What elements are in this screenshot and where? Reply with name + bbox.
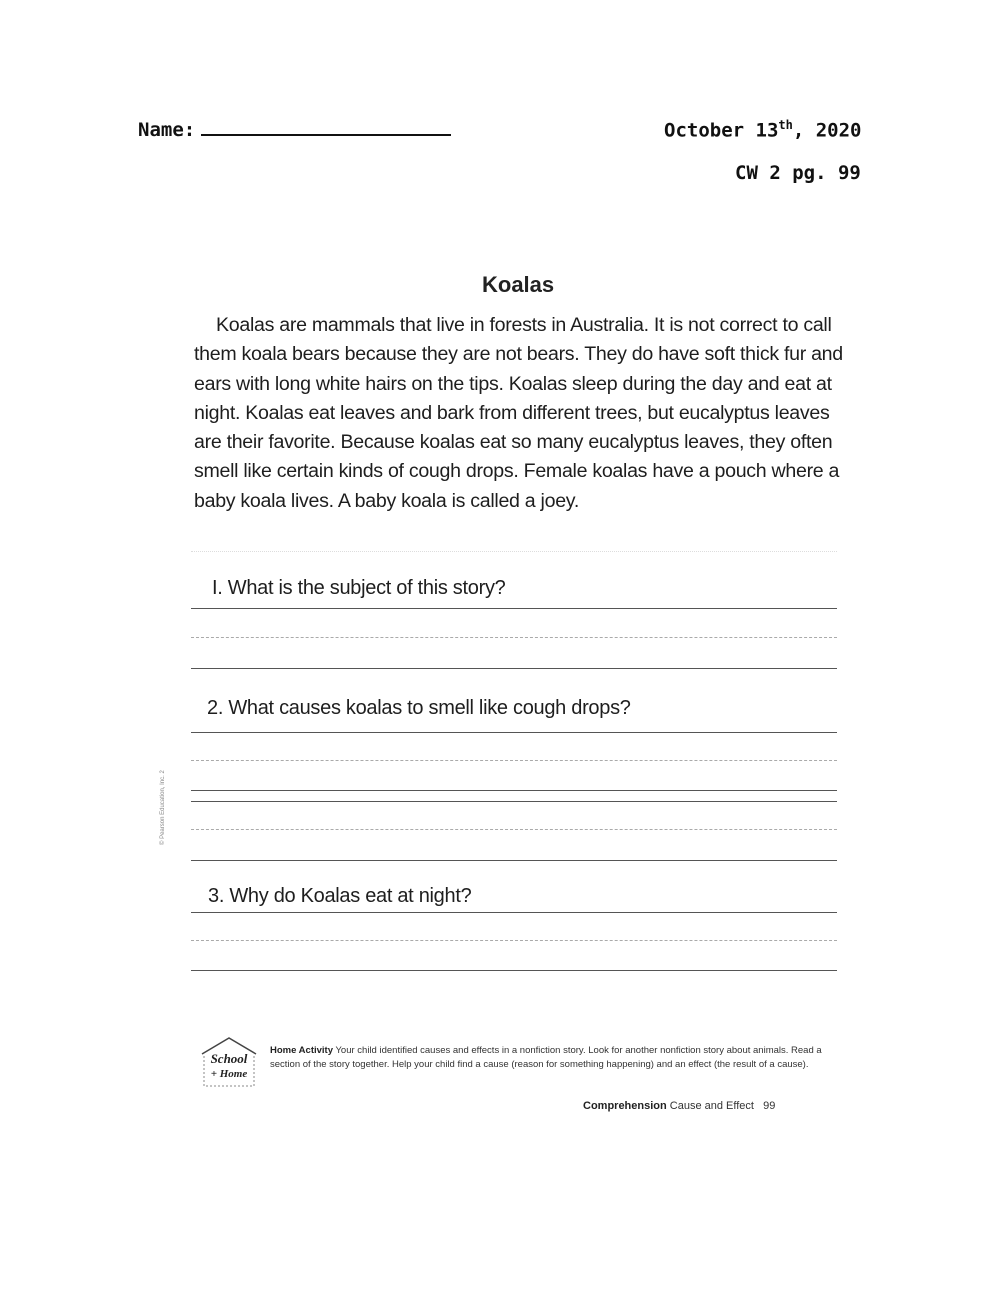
answer-line[interactable]	[191, 912, 837, 913]
faint-divider	[191, 551, 837, 552]
answer-line[interactable]	[191, 668, 837, 669]
footer-topic: Cause and Effect	[669, 1100, 754, 1112]
answer-guide-line	[191, 829, 837, 830]
name-blank-line[interactable]	[201, 118, 451, 136]
home-activity-label: Home Activity	[270, 1045, 333, 1056]
logo-text-home: + Home	[210, 1068, 248, 1080]
home-activity-text: Your child identified causes and effects in a nonfiction story. Look for another nonfiction story about animals. Read a section of the story together. Help your child find a cause (reason for something happening) and an effect (the result of a cause).	[270, 1045, 822, 1070]
page-footer	[583, 1100, 775, 1112]
copyright-credit: © Pearson Education, Inc. 2	[160, 770, 166, 845]
date-main: October 13	[664, 119, 779, 142]
story-title: Koalas	[482, 272, 555, 297]
home-activity-note	[270, 1044, 830, 1071]
footer-section: Comprehension	[583, 1100, 667, 1112]
name-label: Name:	[138, 119, 196, 141]
logo-text-school: School	[210, 1051, 248, 1066]
answer-line[interactable]	[191, 732, 837, 733]
question-3: 3. Why do Koalas eat at night?	[208, 885, 472, 907]
answer-line[interactable]	[191, 790, 837, 791]
answer-guide-line	[191, 637, 837, 638]
answer-guide-line	[191, 940, 837, 941]
question-1: I. What is the subject of this story?	[212, 577, 506, 599]
answer-line[interactable]	[191, 608, 837, 609]
question-2: 2. What causes koalas to smell like cough drops?	[207, 697, 631, 719]
date	[664, 118, 861, 141]
date-year: , 2020	[792, 119, 862, 142]
story-body: Koalas are mammals that live in forests in Australia. It is not correct to call them koala bears because they are not bears. They do have soft thick fur and ears with long white hairs on the tips. Koalas sleep during the day and eat at night. Koalas eat leaves and bark from different trees, but eucalyptus leaves are their favorite. Because koalas eat so many eucalyptus leaves, they often smell like certain kinds of cough drops. Female koalas have a pouch where a baby koala lives. A baby koala is called a joey.	[194, 314, 843, 512]
answer-guide-line	[191, 760, 837, 761]
footer-page-number: 99	[763, 1100, 776, 1112]
answer-line[interactable]	[191, 970, 837, 971]
name-field	[138, 118, 451, 141]
answer-line[interactable]	[191, 801, 837, 802]
school-home-logo	[196, 1034, 262, 1094]
assignment-ref: CW 2 pg. 99	[735, 162, 861, 184]
date-suffix: th	[778, 118, 793, 132]
answer-line[interactable]	[191, 860, 837, 861]
